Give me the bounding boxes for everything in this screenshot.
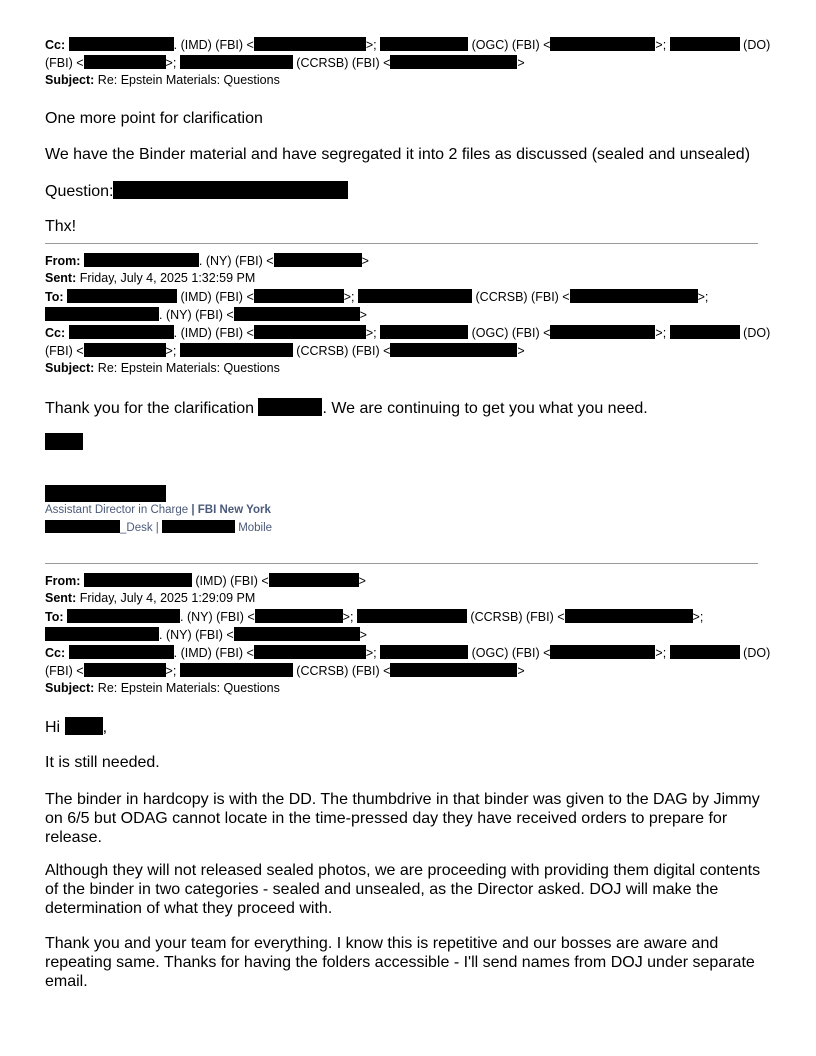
redaction — [254, 289, 344, 303]
redaction — [84, 253, 199, 267]
message-greeting: Hi , — [45, 719, 108, 736]
redaction — [45, 485, 166, 502]
redaction — [84, 573, 192, 587]
redaction — [258, 398, 322, 416]
redaction — [84, 55, 166, 69]
redaction — [180, 55, 293, 69]
redaction — [358, 289, 472, 303]
message-paragraph: Thank you for the clarification . We are continuing to get you what you need. — [45, 400, 648, 417]
cc-line: Cc: . (IMD) (FBI) < >; (OGC) (FBI) < >; (DO) — [45, 646, 771, 660]
redaction — [550, 645, 655, 659]
subject-line: Subject: Re: Epstein Materials: Questions — [45, 361, 280, 375]
redaction — [162, 520, 235, 533]
redaction — [67, 289, 177, 303]
redaction — [274, 253, 362, 267]
redaction — [254, 325, 366, 339]
redaction — [390, 55, 517, 69]
redaction — [255, 609, 343, 623]
redaction — [390, 343, 517, 357]
redaction — [45, 433, 83, 450]
redaction — [670, 37, 740, 51]
redaction — [180, 663, 293, 677]
cc-line-2: (FBI) < >; (CCRSB) (FBI) < > — [45, 56, 525, 70]
redaction — [390, 663, 517, 677]
to-line: To: (IMD) (FBI) < >; (CCRSB) (FBI) < >; — [45, 290, 709, 304]
redaction — [67, 609, 180, 623]
redaction — [234, 627, 360, 641]
redaction — [380, 325, 468, 339]
redaction — [180, 343, 293, 357]
redaction — [670, 645, 740, 659]
redaction — [45, 627, 159, 641]
redaction — [84, 663, 166, 677]
redaction — [550, 325, 655, 339]
message-question: Question: — [45, 181, 348, 201]
message-paragraph: Thx! — [45, 218, 77, 235]
from-line: From: . (NY) (FBI) < > — [45, 254, 369, 268]
to-line: To: . (NY) (FBI) < >; (CCRSB) (FBI) < >; — [45, 610, 704, 624]
redaction — [69, 37, 174, 51]
redaction — [45, 520, 120, 533]
subject-line: Subject: Re: Epstein Materials: Questions — [45, 73, 280, 87]
divider — [45, 563, 758, 564]
to-line-2: . (NY) (FBI) < > — [45, 307, 367, 323]
from-line: From: (IMD) (FBI) < > — [45, 574, 366, 588]
redaction — [234, 307, 360, 321]
message-paragraph: The binder in hardcopy is with the DD. The thumbdrive in that binder was given to the DAG by Jimmy on 6/5 but ODAG cannot locate in the time-pressed day they have received orders to prepare for release. — [45, 791, 760, 846]
redaction — [45, 307, 159, 321]
redaction — [380, 37, 468, 51]
sent-line: Sent: Friday, July 4, 2025 1:29:09 PM — [45, 591, 256, 605]
message-paragraph: It is still needed. — [45, 754, 160, 771]
sent-line: Sent: Friday, July 4, 2025 1:32:59 PM — [45, 271, 256, 285]
subject-line: Subject: Re: Epstein Materials: Questions — [45, 681, 280, 695]
message-paragraph: We have the Binder material and have segregated it into 2 files as discussed (sealed and unsealed) — [45, 146, 751, 163]
cc-line: Cc: . (IMD) (FBI) < >; (OGC) (FBI) < >; (DO) — [45, 38, 771, 52]
redaction — [69, 645, 174, 659]
redaction — [65, 717, 103, 735]
cc-line-2: (FBI) < >; (CCRSB) (FBI) < > — [45, 664, 525, 678]
redaction — [84, 343, 166, 357]
message-paragraph: Although they will not released sealed photos, we are proceeding with providing them digital contents of the binder in two categories - sealed and unsealed, as the Director asked. DOJ will make the determination of what they proceed with. — [45, 862, 761, 917]
redaction — [565, 609, 693, 623]
redaction — [550, 37, 655, 51]
redaction — [380, 645, 468, 659]
to-line-2: . (NY) (FBI) < > — [45, 627, 367, 643]
redaction — [113, 181, 348, 199]
redaction — [670, 325, 740, 339]
redaction — [269, 573, 359, 587]
signature-phones: _Desk | Mobile — [45, 520, 272, 534]
cc-line-2: (FBI) < >; (CCRSB) (FBI) < > — [45, 344, 525, 358]
message-paragraph: Thank you and your team for everything. I know this is repetitive and our bosses are aware and repeating same. Thanks for having the folders accessible - I'll send names from DOJ under separate email. — [45, 935, 755, 990]
redaction — [69, 325, 174, 339]
signature-title: Assistant Director in Charge | FBI New York — [45, 504, 271, 516]
message-paragraph: One more point for clarification — [45, 110, 263, 127]
redaction — [570, 289, 698, 303]
divider — [45, 243, 758, 244]
redaction — [254, 645, 366, 659]
cc-line: Cc: . (IMD) (FBI) < >; (OGC) (FBI) < >; (DO) — [45, 326, 771, 340]
redaction — [357, 609, 467, 623]
redaction — [254, 37, 366, 51]
